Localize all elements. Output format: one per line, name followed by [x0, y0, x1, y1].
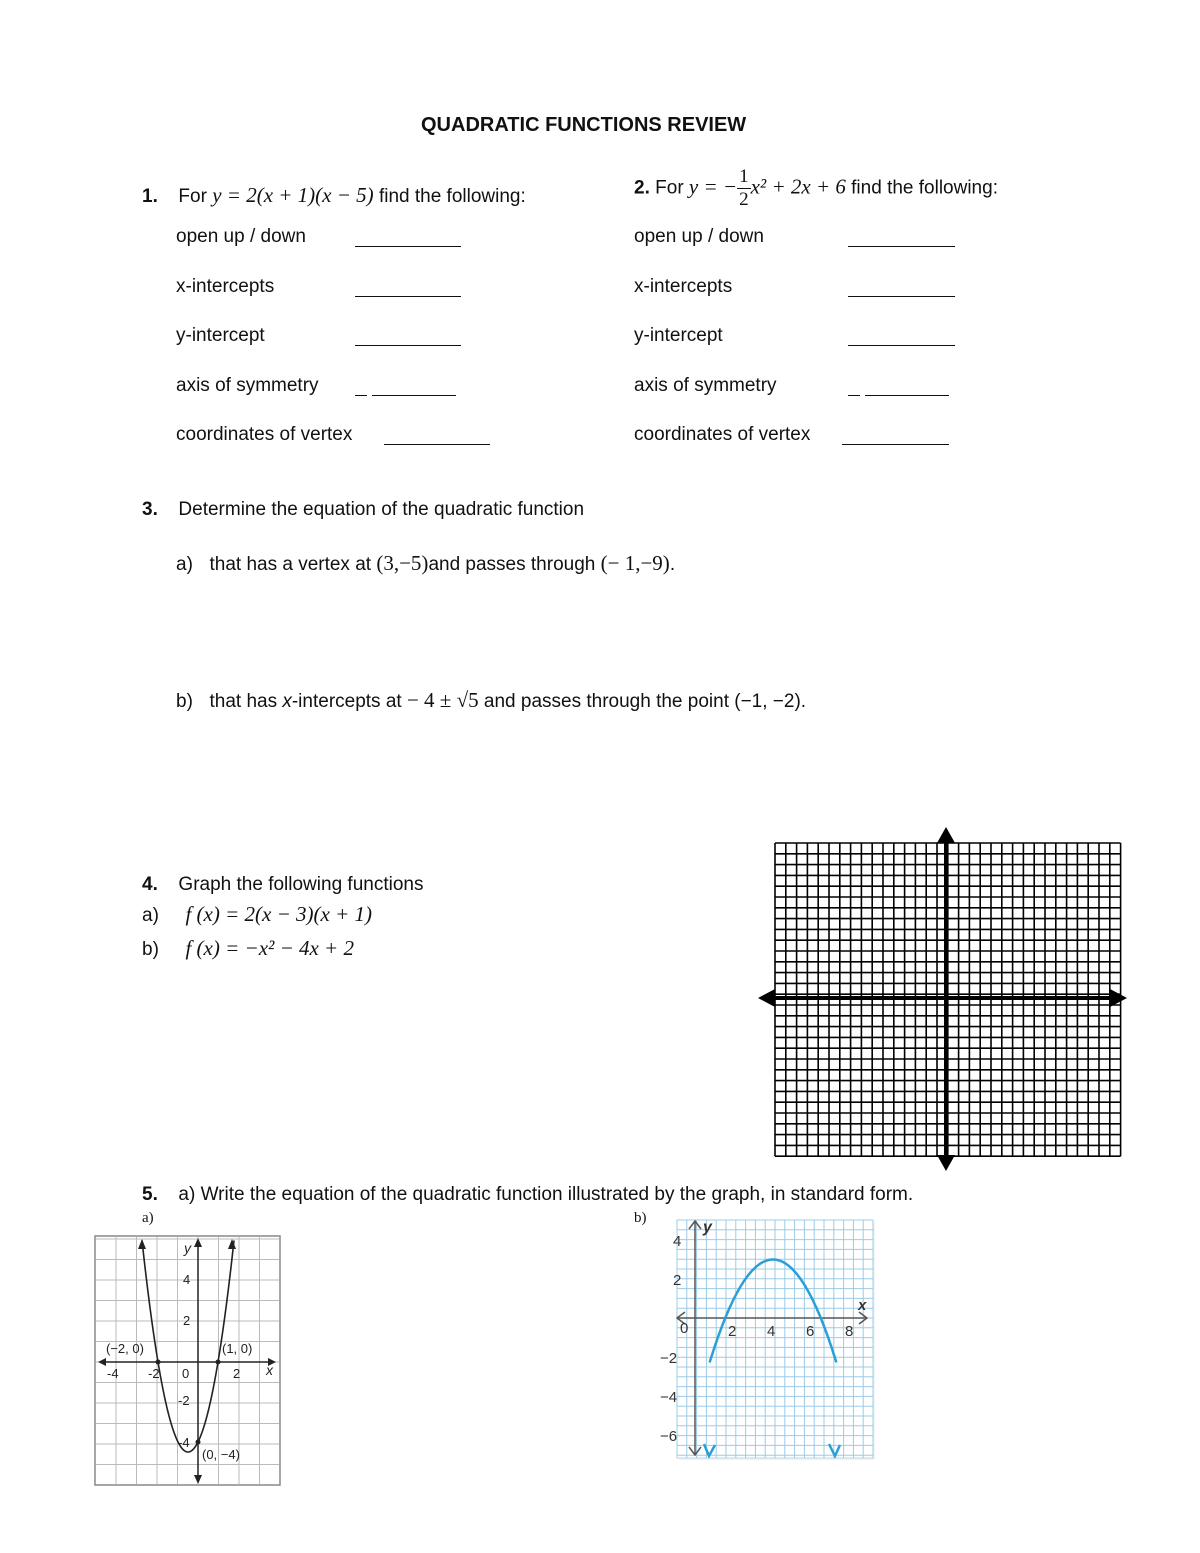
graph-b-y-tick: 2 [673, 1272, 682, 1289]
blank-graph-grid[interactable] [755, 825, 1130, 1175]
field-label: open up / down [634, 226, 764, 247]
graph-b-x-label: x [858, 1297, 867, 1314]
q2-prefix: For [655, 177, 684, 199]
graph-b-x-tick: 0 [680, 1320, 689, 1337]
q2-field-xint [634, 276, 732, 298]
q4a-label: a) [142, 905, 159, 926]
graph-b-label: b) [634, 1210, 647, 1226]
q3b-label: b) [176, 691, 193, 712]
q3b-text1: that has [209, 691, 278, 712]
q2-suffix: find the following: [851, 177, 998, 199]
q4-part-b [142, 936, 354, 961]
graph-a-point [216, 1360, 221, 1365]
q2-answer-blank[interactable] [848, 282, 955, 297]
q3a-end: . [669, 554, 676, 575]
q1-answer-blank[interactable] [355, 282, 461, 297]
q5-header [142, 1184, 913, 1206]
graph-b-x-tick: 8 [845, 1323, 854, 1340]
q2-field-axis [634, 375, 777, 397]
q3a-point1: (3,−5) [376, 551, 429, 575]
q3a-label: a) [176, 554, 193, 575]
q2-answer-blank[interactable] [865, 381, 949, 396]
graph-a-x-tick: 0 [182, 1366, 190, 1381]
q1-suffix: find the following: [378, 186, 526, 207]
q1-field-xint [176, 276, 274, 298]
q1-field-vertex [176, 424, 352, 446]
q1-answer-blank[interactable] [355, 232, 461, 247]
graph-a-x-label: x [266, 1362, 273, 1378]
graph-b-y-tick: −4 [660, 1389, 678, 1406]
graph-b-x-tick: 6 [806, 1323, 815, 1340]
graph-a-point [196, 1440, 201, 1445]
q4-text: Graph the following functions [178, 874, 424, 895]
field-label: open up / down [176, 226, 306, 247]
q2-field-vertex [634, 424, 810, 446]
field-label: x-intercepts [176, 276, 275, 297]
q1-answer-blank[interactable] [355, 381, 367, 396]
page-title: QUADRATIC FUNCTIONS REVIEW [421, 114, 747, 136]
q1-field-axis [176, 375, 319, 397]
field-label: y-intercept [634, 325, 723, 346]
graph-a-label: a) [142, 1210, 154, 1226]
q3a-text1: that has a vertex at [209, 554, 372, 575]
q2-answer-blank[interactable] [848, 331, 955, 346]
q2-number: 2. [634, 177, 650, 199]
q2-answer-blank[interactable] [848, 232, 955, 247]
graph-a-y-label: y [184, 1240, 191, 1256]
q3b-math: − 4 ± √5 [406, 688, 479, 712]
graph-a-y-tick: 4 [183, 1272, 191, 1287]
field-label: axis of symmetry [176, 375, 319, 396]
q2-answer-blank[interactable] [842, 430, 949, 445]
q3b-text3: and passes through the point (−1, −2). [483, 691, 807, 712]
q2-field-open [634, 226, 764, 248]
q3-part-a [176, 551, 675, 576]
q4a-equation: f (x) = 2(x − 3)(x + 1) [185, 902, 372, 926]
q3b-text2: -intercepts at [291, 691, 402, 712]
graph-a-x-tick: -2 [148, 1366, 160, 1381]
q1-answer-blank[interactable] [372, 381, 456, 396]
field-label: coordinates of vertex [634, 424, 811, 445]
q2-eq-right: x² + 2x + 6 [750, 174, 846, 199]
q2-answer-blank[interactable] [848, 381, 860, 396]
q1-prefix: For [178, 186, 207, 207]
field-label: axis of symmetry [634, 375, 777, 396]
q4b-equation: f (x) = −x² − 4x + 2 [185, 936, 354, 960]
q1-number: 1. [142, 186, 158, 207]
q1-answer-blank[interactable] [355, 331, 461, 346]
q5-text: a) Write the equation of the quadratic function illustrated by the graph, in standard form. [178, 1184, 914, 1205]
graph-a-y-tick: -4 [178, 1435, 190, 1450]
q3a-text2: and passes through [428, 554, 596, 575]
q1-answer-blank[interactable] [384, 430, 490, 445]
graph-a-point-label: (0, −4) [202, 1447, 240, 1462]
q4b-label: b) [142, 939, 159, 960]
q3-part-b [176, 688, 806, 713]
q4-number: 4. [142, 874, 158, 895]
graph-b-y-tick: −2 [660, 1350, 678, 1367]
q2-header [634, 166, 998, 211]
q3a-point2: (− 1,−9) [600, 551, 670, 575]
graph-b-y-tick: −6 [660, 1428, 678, 1445]
q2-field-yint [634, 325, 723, 347]
graph-b-x-tick: 4 [767, 1323, 776, 1340]
field-label: coordinates of vertex [176, 424, 353, 445]
q4-part-a [142, 902, 372, 927]
graph-a-y-tick: 2 [183, 1313, 191, 1328]
graph-b-x-tick: 2 [728, 1323, 737, 1340]
graph-a [94, 1235, 282, 1487]
field-label: y-intercept [176, 325, 265, 346]
field-label: x-intercepts [634, 276, 733, 297]
q1-equation: y = 2(x + 1)(x − 5) [212, 183, 374, 207]
graph-b-y-tick: 4 [673, 1233, 682, 1250]
q3-number: 3. [142, 499, 158, 520]
q3-text: Determine the equation of the quadratic function [178, 499, 585, 520]
q2-frac-num: 1 [739, 166, 749, 187]
graph-a-x-tick: -4 [107, 1366, 119, 1381]
graph-a-point-label: (1, 0) [222, 1341, 253, 1356]
q3-header [142, 499, 584, 521]
q3b-var: x [282, 691, 292, 712]
graph-b [655, 1215, 880, 1463]
q2-eq-left: y = − [688, 174, 738, 199]
q2-frac-den: 2 [739, 189, 749, 210]
graph-a-y-tick: -2 [178, 1393, 190, 1408]
graph-a-point-label: (−2, 0) [106, 1341, 144, 1356]
q1-header [142, 183, 526, 208]
q4-header [142, 874, 423, 896]
graph-a-point [156, 1360, 161, 1365]
q2-eq-fraction [737, 166, 751, 211]
q1-field-open [176, 226, 306, 248]
q5-number: 5. [142, 1184, 158, 1205]
graph-a-x-tick: 2 [233, 1366, 241, 1381]
graph-b-y-label: y [703, 1219, 712, 1236]
q1-field-yint [176, 325, 265, 347]
